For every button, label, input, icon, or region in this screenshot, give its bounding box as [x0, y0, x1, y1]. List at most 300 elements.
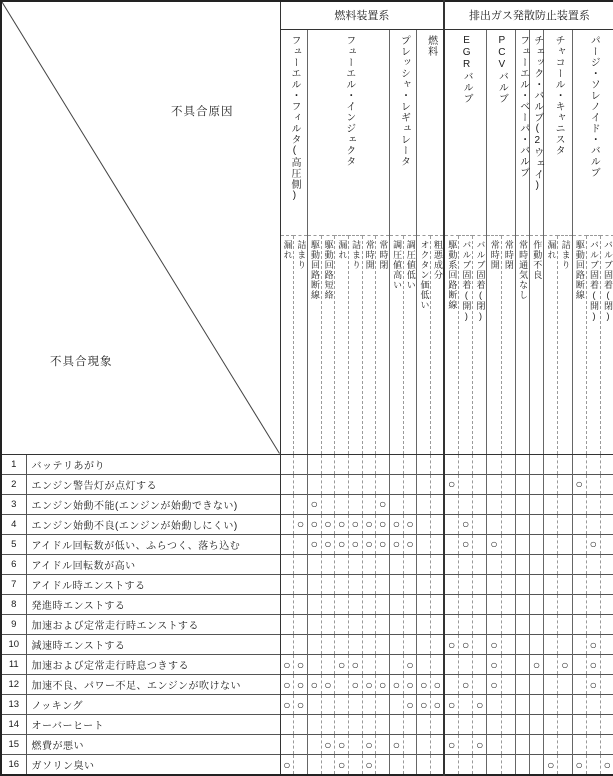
cause-header	[586, 235, 600, 454]
matrix-cell	[600, 514, 613, 534]
cause-header-label: 詰まり	[296, 239, 307, 270]
component-header-label: パージ・ソレノイド・バルブ	[588, 34, 600, 178]
matrix-cell	[459, 454, 473, 474]
matrix-cell	[431, 474, 445, 494]
matrix-cell	[294, 615, 308, 635]
matrix-cell	[321, 554, 335, 574]
cause-header-label: 作動不良	[532, 239, 543, 280]
matrix-cell	[572, 594, 586, 614]
matrix-cell	[473, 574, 487, 594]
matrix-cell	[501, 554, 515, 574]
component-header	[417, 29, 444, 235]
matrix-cell	[487, 715, 501, 735]
matrix-cell	[501, 494, 515, 514]
matrix-cell	[572, 494, 586, 514]
cause-header-label: 調圧値低い	[405, 239, 416, 290]
matrix-cell	[348, 695, 362, 715]
symptom-label: エンジン始動不良(エンジンが始動しにくい)	[26, 514, 280, 534]
matrix-cell	[600, 735, 613, 755]
matrix-cell-marked: ○	[280, 755, 294, 775]
matrix-cell	[600, 675, 613, 695]
row-number: 16	[1, 755, 26, 775]
matrix-cell-marked: ○	[307, 675, 321, 695]
matrix-cell	[515, 574, 529, 594]
component-header-label: フューエル・フィルタ(高圧側)	[288, 34, 300, 202]
matrix-cell	[280, 615, 294, 635]
matrix-cell	[376, 715, 390, 735]
matrix-cell	[459, 755, 473, 775]
cause-header	[444, 235, 458, 454]
matrix-cell	[294, 554, 308, 574]
matrix-cell	[444, 594, 458, 614]
matrix-cell	[431, 635, 445, 655]
cause-header-label: 常時閉	[503, 239, 514, 270]
matrix-cell	[348, 635, 362, 655]
matrix-cell	[572, 715, 586, 735]
matrix-cell	[444, 615, 458, 635]
matrix-cell-marked: ○	[376, 494, 390, 514]
symptom-row	[1, 574, 613, 594]
matrix-cell-marked: ○	[558, 655, 572, 675]
matrix-cell	[487, 755, 501, 775]
matrix-cell	[586, 574, 600, 594]
matrix-cell	[572, 574, 586, 594]
matrix-cell	[600, 454, 613, 474]
row-number: 5	[1, 534, 26, 554]
row-number: 15	[1, 735, 26, 755]
component-header	[544, 29, 572, 235]
symptom-label: 加速および定常走行時エンストする	[26, 615, 280, 635]
matrix-cell	[529, 454, 543, 474]
matrix-cell	[487, 474, 501, 494]
matrix-cell	[307, 615, 321, 635]
matrix-cell	[473, 514, 487, 534]
cause-header	[307, 235, 321, 454]
matrix-cell	[529, 554, 543, 574]
cause-header-label: 粗悪成分	[432, 239, 443, 280]
matrix-cell	[403, 594, 417, 614]
matrix-cell	[348, 615, 362, 635]
matrix-cell	[307, 554, 321, 574]
matrix-cell	[558, 715, 572, 735]
matrix-cell	[321, 474, 335, 494]
matrix-cell	[473, 755, 487, 775]
symptom-label: アイドル回転数が低い、ふらつく、落ち込む	[26, 534, 280, 554]
matrix-cell	[390, 454, 404, 474]
cause-header-label: 駆動系回路断線	[447, 239, 458, 310]
matrix-cell	[473, 675, 487, 695]
matrix-cell	[335, 574, 349, 594]
matrix-cell	[586, 695, 600, 715]
matrix-cell	[529, 534, 543, 554]
matrix-cell	[390, 615, 404, 635]
cause-header-label: 漏れ	[337, 239, 348, 260]
matrix-cell	[515, 655, 529, 675]
matrix-cell	[403, 474, 417, 494]
matrix-cell	[417, 534, 431, 554]
matrix-cell	[586, 594, 600, 614]
matrix-cell	[586, 474, 600, 494]
matrix-cell-marked: ○	[294, 655, 308, 675]
cause-header	[294, 235, 308, 454]
matrix-cell	[348, 454, 362, 474]
symptom-row	[1, 594, 613, 614]
matrix-cell	[459, 554, 473, 574]
matrix-cell	[376, 574, 390, 594]
matrix-cell	[376, 655, 390, 675]
matrix-cell-marked: ○	[390, 534, 404, 554]
matrix-cell	[417, 655, 431, 675]
matrix-cell	[515, 494, 529, 514]
matrix-cell	[280, 735, 294, 755]
matrix-cell	[307, 715, 321, 735]
symptom-row	[1, 655, 613, 675]
cause-header-label: バルブ固着(開)	[589, 239, 599, 322]
matrix-cell	[280, 454, 294, 474]
matrix-cell	[558, 695, 572, 715]
matrix-cell	[431, 655, 445, 675]
matrix-cell-marked: ○	[487, 655, 501, 675]
cause-header	[390, 235, 404, 454]
matrix-cell	[572, 615, 586, 635]
matrix-cell-marked: ○	[390, 735, 404, 755]
matrix-cell	[572, 454, 586, 474]
matrix-cell	[515, 695, 529, 715]
matrix-cell	[321, 755, 335, 775]
matrix-cell-marked: ○	[321, 514, 335, 534]
matrix-cell	[321, 594, 335, 614]
matrix-cell	[501, 755, 515, 775]
matrix-cell-marked: ○	[487, 675, 501, 695]
matrix-cell	[348, 554, 362, 574]
matrix-cell	[600, 655, 613, 675]
symptom-label: エンジン始動不能(エンジンが始動できない)	[26, 494, 280, 514]
matrix-cell-marked: ○	[417, 675, 431, 695]
matrix-cell-marked: ○	[390, 675, 404, 695]
matrix-cell	[280, 474, 294, 494]
matrix-cell	[459, 594, 473, 614]
matrix-cell	[335, 715, 349, 735]
matrix-cell	[473, 635, 487, 655]
matrix-cell	[487, 594, 501, 614]
matrix-cell	[586, 735, 600, 755]
matrix-cell-marked: ○	[459, 534, 473, 554]
matrix-cell	[501, 534, 515, 554]
cause-header-label: 詰まり	[560, 239, 571, 270]
matrix-cell-marked: ○	[294, 695, 308, 715]
symptom-row	[1, 735, 613, 755]
matrix-cell	[307, 735, 321, 755]
matrix-cell	[390, 594, 404, 614]
matrix-cell-marked: ○	[586, 635, 600, 655]
cause-header	[348, 235, 362, 454]
matrix-cell	[307, 574, 321, 594]
matrix-cell	[444, 454, 458, 474]
row-number: 11	[1, 655, 26, 675]
matrix-cell	[501, 655, 515, 675]
matrix-cell	[307, 755, 321, 775]
matrix-cell	[459, 695, 473, 715]
matrix-cell	[417, 615, 431, 635]
symptom-axis-label: 不具合現象	[50, 356, 113, 368]
matrix-cell	[390, 574, 404, 594]
matrix-cell	[544, 514, 558, 534]
symptom-row	[1, 534, 613, 554]
matrix-cell	[501, 715, 515, 735]
matrix-cell	[572, 655, 586, 675]
cause-header-label: バルブ固着(開)	[461, 239, 472, 322]
row-number: 7	[1, 574, 26, 594]
matrix-cell	[431, 615, 445, 635]
component-header	[307, 29, 389, 235]
matrix-cell	[501, 675, 515, 695]
matrix-cell	[390, 474, 404, 494]
matrix-cell	[307, 454, 321, 474]
cause-header	[417, 235, 431, 454]
symptom-label: バッテリあがり	[26, 454, 280, 474]
cause-header	[501, 235, 515, 454]
matrix-cell-marked: ○	[444, 474, 458, 494]
matrix-cell	[431, 534, 445, 554]
matrix-cell	[529, 715, 543, 735]
cause-header-label: 駆動回路断線	[574, 239, 585, 300]
cause-header-label: オクタン価低い	[419, 239, 430, 310]
matrix-cell-marked: ○	[362, 735, 376, 755]
matrix-cell	[558, 454, 572, 474]
row-number: 9	[1, 615, 26, 635]
symptom-row	[1, 474, 613, 494]
row-number: 1	[1, 454, 26, 474]
component-header-label: チェック・バルブ(2ウェイ)	[531, 34, 543, 192]
matrix-cell-marked: ○	[335, 534, 349, 554]
matrix-cell	[403, 554, 417, 574]
matrix-cell	[529, 755, 543, 775]
matrix-cell-marked: ○	[390, 514, 404, 534]
matrix-cell	[280, 554, 294, 574]
row-number: 8	[1, 594, 26, 614]
matrix-cell	[348, 715, 362, 735]
matrix-cell-marked: ○	[444, 735, 458, 755]
matrix-cell	[515, 454, 529, 474]
matrix-cell	[544, 594, 558, 614]
component-header-label: チャコール・キャニスタ	[553, 34, 565, 156]
matrix-cell	[321, 635, 335, 655]
matrix-cell	[348, 594, 362, 614]
matrix-cell	[280, 715, 294, 735]
matrix-cell	[431, 454, 445, 474]
matrix-cell	[417, 735, 431, 755]
symptom-row	[1, 554, 613, 574]
symptom-row	[1, 615, 613, 635]
matrix-cell	[307, 635, 321, 655]
matrix-cell	[431, 514, 445, 534]
matrix-cell	[600, 534, 613, 554]
symptom-row	[1, 715, 613, 735]
row-number: 12	[1, 675, 26, 695]
matrix-cell-marked: ○	[348, 514, 362, 534]
matrix-cell	[501, 635, 515, 655]
matrix-cell	[444, 494, 458, 514]
matrix-cell	[515, 735, 529, 755]
matrix-cell	[600, 635, 613, 655]
matrix-cell	[390, 554, 404, 574]
symptom-label: エンジン警告灯が点灯する	[26, 474, 280, 494]
matrix-cell-marked: ○	[376, 534, 390, 554]
matrix-cell-marked: ○	[307, 514, 321, 534]
matrix-cell	[558, 594, 572, 614]
matrix-cell	[335, 615, 349, 635]
matrix-cell	[362, 635, 376, 655]
matrix-cell-marked: ○	[431, 695, 445, 715]
matrix-cell	[515, 554, 529, 574]
matrix-cell	[515, 635, 529, 655]
matrix-cell-marked: ○	[307, 494, 321, 514]
matrix-cell	[403, 715, 417, 735]
matrix-cell	[321, 655, 335, 675]
cause-header-label: 常時開	[364, 239, 375, 270]
matrix-cell-marked: ○	[348, 675, 362, 695]
symptom-row	[1, 454, 613, 474]
matrix-cell	[501, 574, 515, 594]
matrix-cell	[294, 594, 308, 614]
matrix-cell	[431, 554, 445, 574]
matrix-cell	[501, 514, 515, 534]
component-header-label: フューエル・ベーパ・バルブ	[517, 34, 529, 178]
matrix-cell	[321, 715, 335, 735]
matrix-cell	[558, 615, 572, 635]
symptom-row	[1, 514, 613, 534]
matrix-cell-marked: ○	[335, 655, 349, 675]
cause-header	[515, 235, 529, 454]
row-number: 6	[1, 554, 26, 574]
matrix-cell-marked: ○	[362, 514, 376, 534]
matrix-cell	[390, 655, 404, 675]
symptom-row	[1, 494, 613, 514]
matrix-cell	[348, 474, 362, 494]
matrix-cell	[294, 454, 308, 474]
matrix-cell-marked: ○	[431, 675, 445, 695]
matrix-cell	[294, 474, 308, 494]
matrix-cell	[417, 554, 431, 574]
component-header	[390, 29, 417, 235]
matrix-cell-marked: ○	[321, 735, 335, 755]
matrix-cell	[417, 514, 431, 534]
matrix-cell	[417, 474, 431, 494]
cause-header	[572, 235, 586, 454]
matrix-cell	[544, 454, 558, 474]
matrix-cell	[376, 615, 390, 635]
matrix-cell	[403, 755, 417, 775]
matrix-cell	[501, 695, 515, 715]
matrix-cell	[529, 675, 543, 695]
matrix-cell	[280, 494, 294, 514]
matrix-cell	[572, 554, 586, 574]
matrix-cell-marked: ○	[600, 755, 613, 775]
matrix-cell	[473, 594, 487, 614]
matrix-cell	[376, 735, 390, 755]
matrix-cell	[600, 474, 613, 494]
matrix-cell	[431, 735, 445, 755]
matrix-cell	[390, 494, 404, 514]
symptom-label: 加速不良、パワー不足、エンジンが吹けない	[26, 675, 280, 695]
cause-header	[459, 235, 473, 454]
cause-header-label: 常時通気なし	[518, 239, 529, 300]
matrix-cell-marked: ○	[335, 755, 349, 775]
matrix-cell	[362, 554, 376, 574]
matrix-cell	[501, 735, 515, 755]
matrix-cell	[294, 715, 308, 735]
matrix-cell	[473, 554, 487, 574]
system-group-header: 燃料装置系	[280, 1, 444, 29]
matrix-cell	[558, 534, 572, 554]
matrix-cell	[600, 554, 613, 574]
matrix-cell	[572, 695, 586, 715]
matrix-cell	[487, 615, 501, 635]
matrix-cell	[390, 715, 404, 735]
matrix-cell	[294, 534, 308, 554]
matrix-cell	[515, 615, 529, 635]
matrix-cell	[544, 715, 558, 735]
row-number: 13	[1, 695, 26, 715]
matrix-cell	[487, 574, 501, 594]
matrix-cell	[444, 554, 458, 574]
matrix-cell	[280, 534, 294, 554]
component-header	[487, 29, 515, 235]
cause-header	[600, 235, 613, 454]
symptom-row	[1, 695, 613, 715]
matrix-cell	[487, 695, 501, 715]
matrix-cell	[321, 695, 335, 715]
component-header	[280, 29, 307, 235]
matrix-cell	[529, 615, 543, 635]
matrix-cell	[348, 574, 362, 594]
matrix-cell-marked: ○	[403, 655, 417, 675]
matrix-cell	[544, 615, 558, 635]
matrix-cell-marked: ○	[348, 534, 362, 554]
matrix-cell	[321, 454, 335, 474]
matrix-cell	[403, 615, 417, 635]
matrix-cell	[417, 494, 431, 514]
component-header	[572, 29, 613, 235]
matrix-cell	[529, 474, 543, 494]
matrix-cell	[417, 755, 431, 775]
symptom-row	[1, 755, 613, 775]
matrix-cell	[529, 574, 543, 594]
matrix-cell-marked: ○	[487, 534, 501, 554]
matrix-cell	[515, 594, 529, 614]
matrix-cell	[501, 615, 515, 635]
matrix-cell	[280, 514, 294, 534]
cause-header-label: 駆動回路断線	[309, 239, 320, 300]
matrix-cell	[307, 474, 321, 494]
matrix-cell	[487, 554, 501, 574]
symptom-label: 発進時エンストする	[26, 594, 280, 614]
matrix-cell-marked: ○	[307, 534, 321, 554]
matrix-cell	[335, 494, 349, 514]
matrix-cell-marked: ○	[321, 675, 335, 695]
matrix-cell	[321, 615, 335, 635]
matrix-cell	[473, 474, 487, 494]
cause-header	[280, 235, 294, 454]
symptom-row	[1, 635, 613, 655]
matrix-cell	[473, 494, 487, 514]
matrix-cell-marked: ○	[417, 695, 431, 715]
matrix-cell-marked: ○	[572, 755, 586, 775]
matrix-cell	[459, 655, 473, 675]
row-number: 2	[1, 474, 26, 494]
matrix-cell	[600, 494, 613, 514]
matrix-cell	[444, 675, 458, 695]
